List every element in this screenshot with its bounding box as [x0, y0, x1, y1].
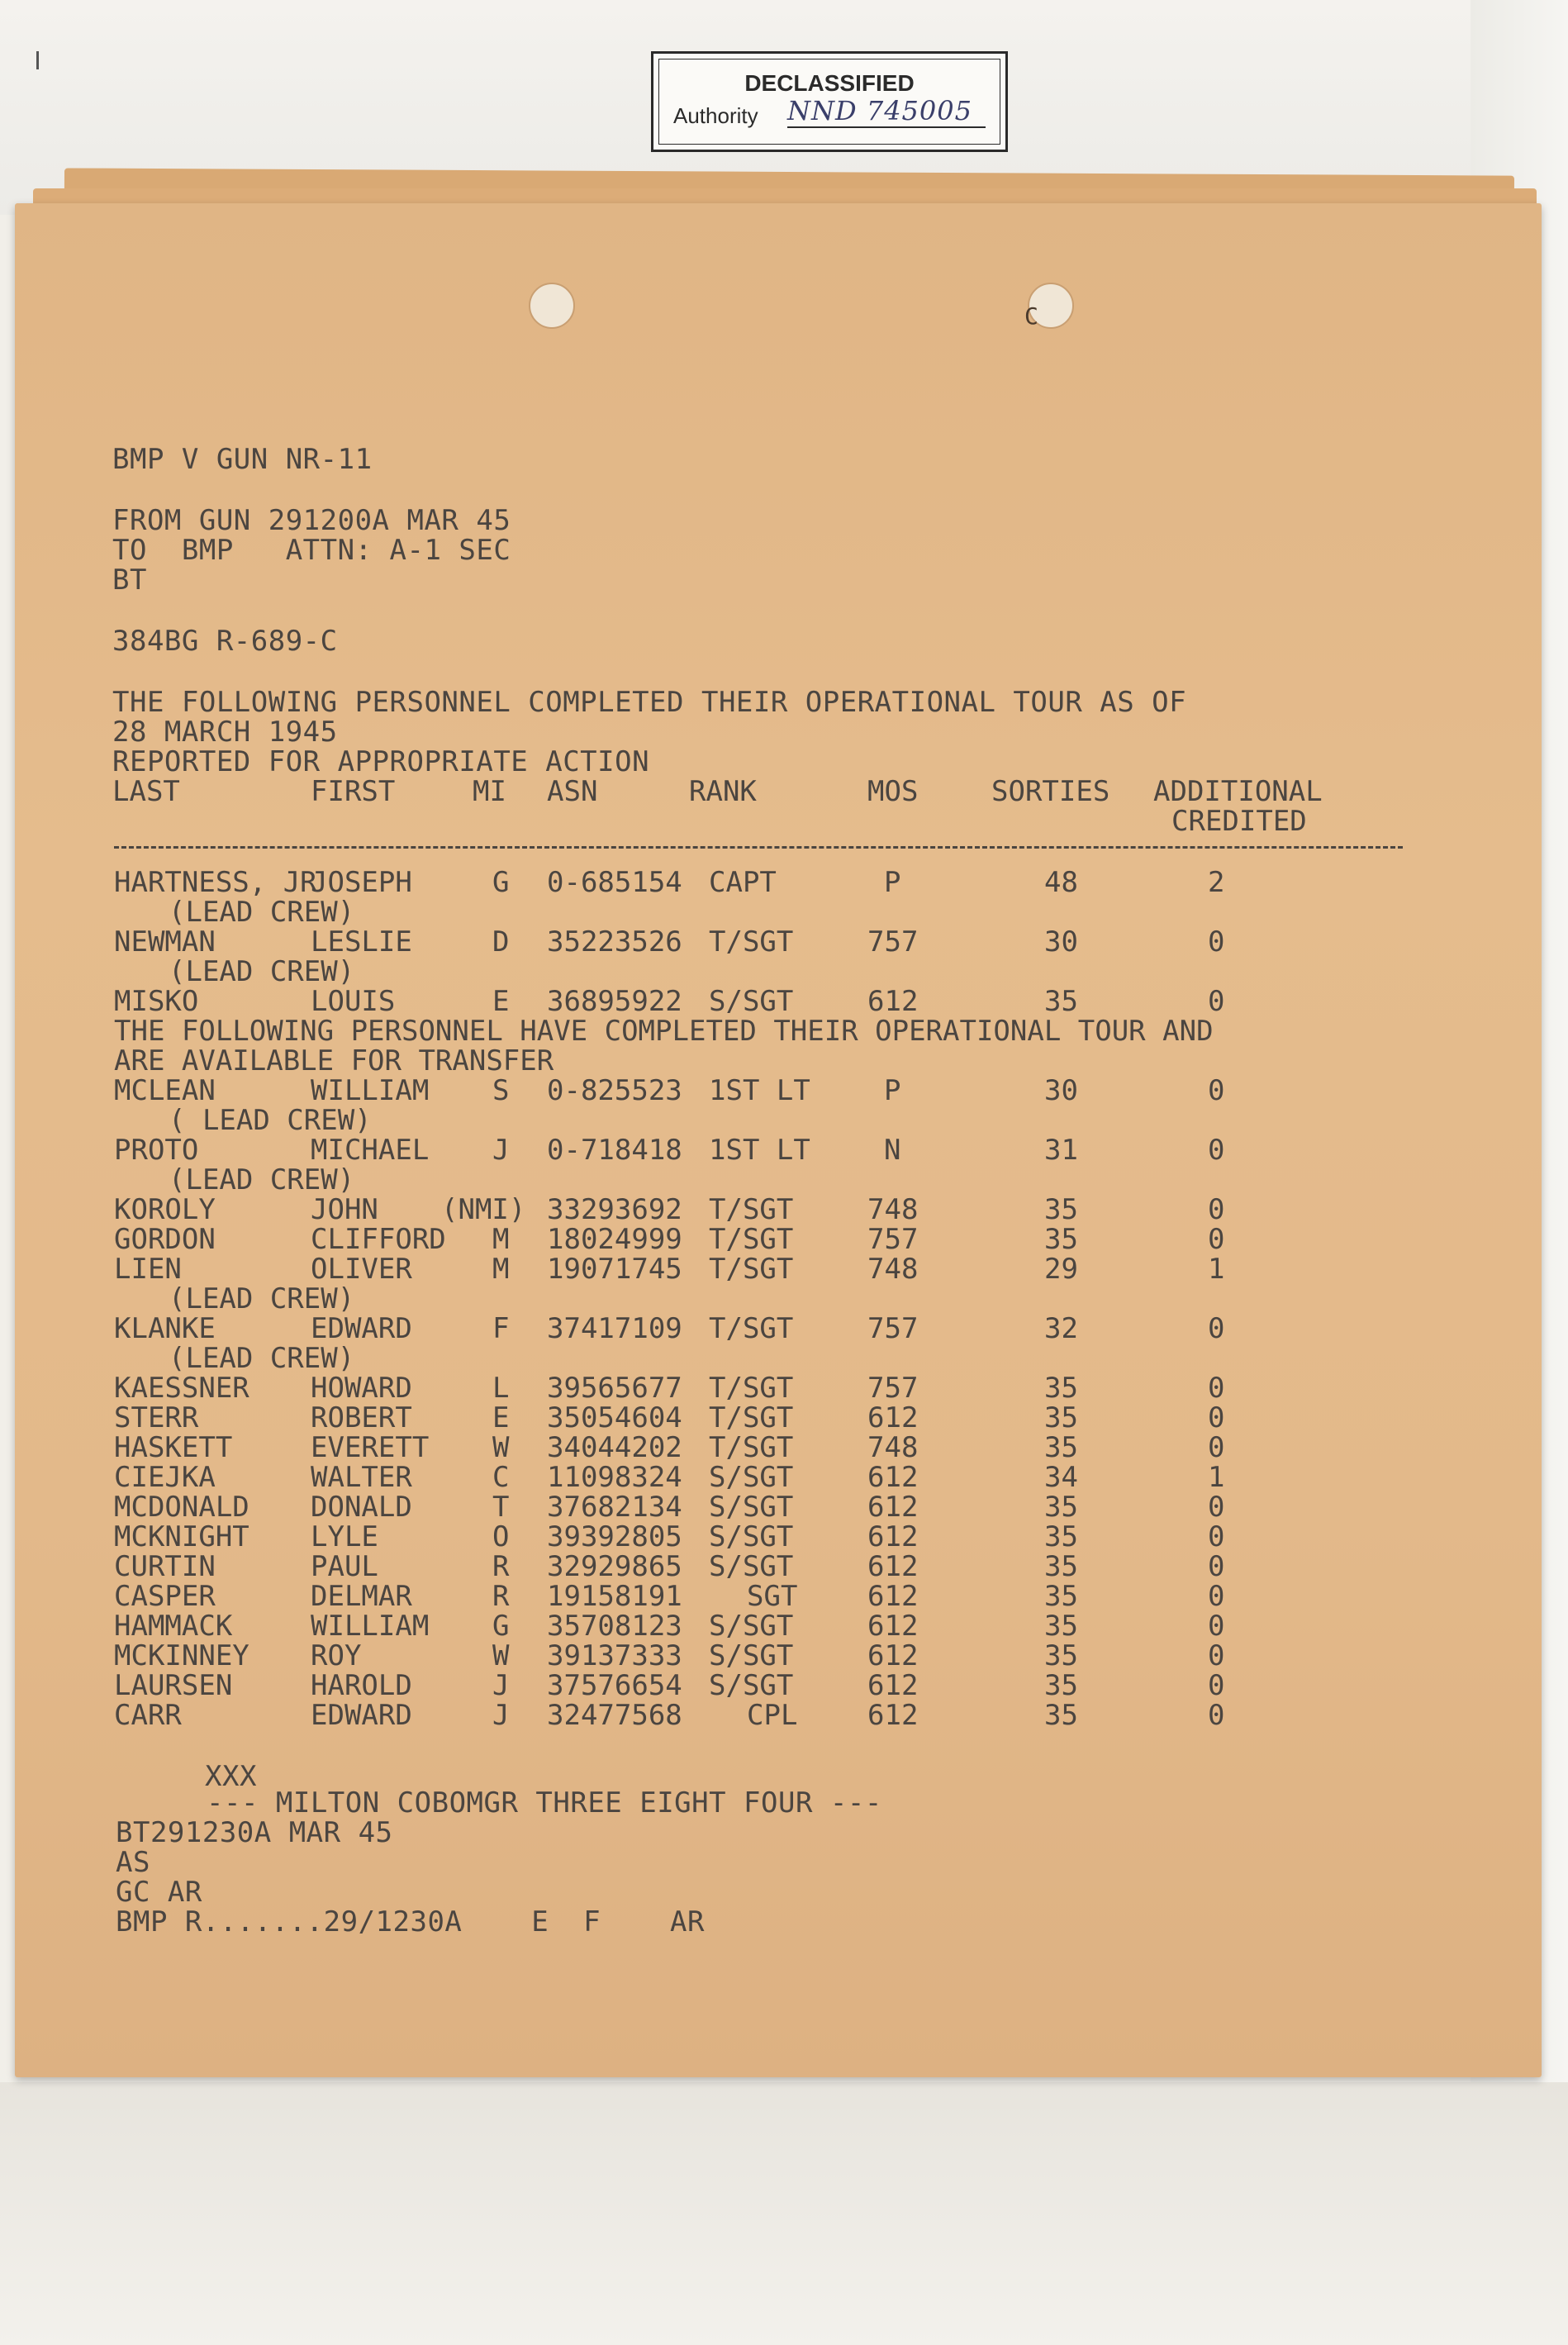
cell-credited: 0 — [1208, 1193, 1225, 1226]
cell-sorties: 35 — [1044, 1550, 1078, 1583]
cell-last: KOROLY — [114, 1193, 216, 1226]
punch-hole — [529, 283, 575, 329]
stamp-title: DECLASSIFIED — [744, 70, 915, 96]
cell-sorties: 31 — [1044, 1134, 1078, 1167]
cell-credited: 0 — [1208, 1669, 1225, 1702]
cell-first: ROBERT — [311, 1401, 412, 1434]
cell-first: WILLIAM — [311, 1610, 430, 1643]
cell-first: EDWARD — [311, 1312, 412, 1345]
cell-first: MICHAEL — [311, 1134, 430, 1167]
cell-asn: 37576654 — [547, 1669, 682, 1702]
column-header-mi: MI — [473, 775, 506, 808]
cell-asn: 33293692 — [547, 1193, 682, 1226]
cell-asn: 36895922 — [547, 985, 682, 1018]
cell-credited: 0 — [1208, 1223, 1225, 1256]
cell-mos: P — [884, 1074, 901, 1107]
cell-mos: 612 — [867, 985, 919, 1018]
cell-rank: SGT — [747, 1580, 798, 1613]
cell-mos: 612 — [867, 1669, 919, 1702]
cell-sorties: 35 — [1044, 1401, 1078, 1434]
cell-rank: S/SGT — [709, 1491, 794, 1524]
cell-asn: 32929865 — [547, 1550, 682, 1583]
cell-credited: 0 — [1208, 1610, 1225, 1643]
cell-first: OLIVER — [311, 1253, 412, 1286]
cell-rank: T/SGT — [709, 925, 794, 958]
column-header-last: LAST — [112, 775, 180, 808]
cell-asn: 0-685154 — [547, 866, 682, 899]
column-header-rank: RANK — [689, 775, 757, 808]
cell-first: LOUIS — [311, 985, 396, 1018]
cell-mi: O — [492, 1520, 510, 1553]
cell-rank: S/SGT — [709, 1461, 794, 1494]
cell-asn: 0-825523 — [547, 1074, 682, 1107]
cell-mi: S — [492, 1074, 510, 1107]
cell-last: CURTIN — [114, 1550, 216, 1583]
cell-mi: L — [492, 1372, 510, 1405]
cell-mi: J — [492, 1669, 510, 1702]
declassified-stamp — [651, 51, 1008, 152]
cell-credited: 0 — [1208, 925, 1225, 958]
cell-rank: S/SGT — [709, 1550, 794, 1583]
cell-mi: R — [492, 1550, 510, 1583]
cell-last: MCKINNEY — [114, 1639, 249, 1672]
column-header-mos: MOS — [867, 775, 919, 808]
cell-asn: 18024999 — [547, 1223, 682, 1256]
bt-line: BT — [112, 564, 147, 597]
cell-credited: 0 — [1208, 1580, 1225, 1613]
cell-rank: S/SGT — [709, 1639, 794, 1672]
cell-sorties: 34 — [1044, 1461, 1078, 1494]
cell-rank: T/SGT — [709, 1312, 794, 1345]
signature-line: --- MILTON COBOMGR THREE EIGHT FOUR --- — [207, 1786, 882, 1819]
cell-mi: E — [492, 1401, 510, 1434]
cell-last: NEWMAN — [114, 925, 216, 958]
cell-first: EDWARD — [311, 1699, 412, 1732]
cell-sorties: 35 — [1044, 1193, 1078, 1226]
cell-mos: 612 — [867, 1520, 919, 1553]
cell-credited: 0 — [1208, 1431, 1225, 1464]
end-marker: XXX — [205, 1760, 257, 1793]
cell-mi: F — [492, 1312, 510, 1345]
cell-last: MCLEAN — [114, 1074, 216, 1107]
cell-first: WALTER — [311, 1461, 412, 1494]
cell-first: CLIFFORD — [311, 1223, 446, 1256]
cell-mi: W — [492, 1431, 510, 1464]
cell-asn: 39137333 — [547, 1639, 682, 1672]
receipt-line: BMP R.......29/1230A E F AR — [116, 1905, 705, 1938]
corner-mark: C — [1024, 302, 1038, 330]
column-header-sorties: SORTIES — [991, 775, 1110, 808]
cell-credited: 0 — [1208, 1372, 1225, 1405]
cell-mos: 612 — [867, 1699, 919, 1732]
cell-asn: 0-718418 — [547, 1134, 682, 1167]
cell-sorties: 35 — [1044, 985, 1078, 1018]
cell-first: PAUL — [311, 1550, 378, 1583]
cell-rank: S/SGT — [709, 1610, 794, 1643]
cell-last: HARTNESS, JR — [114, 866, 317, 899]
cell-first: LESLIE — [311, 925, 412, 958]
cell-asn: 32477568 — [547, 1699, 682, 1732]
cell-last: HAMMACK — [114, 1610, 233, 1643]
as-line: AS — [116, 1846, 150, 1879]
lead-crew-note: ( LEAD CREW) — [169, 1104, 372, 1137]
cell-last: CARR — [114, 1699, 182, 1732]
cell-last: CIEJKA — [114, 1461, 216, 1494]
cell-mi: G — [492, 866, 510, 899]
from-line: FROM GUN 291200A MAR 45 — [112, 504, 511, 537]
cell-mos: P — [884, 866, 901, 899]
cell-mi: M — [492, 1253, 510, 1286]
cell-credited: 1 — [1208, 1253, 1225, 1286]
cell-rank: CPL — [747, 1699, 798, 1732]
cell-mi: E — [492, 985, 510, 1018]
cell-credited: 0 — [1208, 1074, 1225, 1107]
cell-credited: 0 — [1208, 1699, 1225, 1732]
cell-sorties: 30 — [1044, 925, 1078, 958]
cell-rank: S/SGT — [709, 1520, 794, 1553]
cell-mi: R — [492, 1580, 510, 1613]
cell-first: EVERETT — [311, 1431, 430, 1464]
cell-asn: 39565677 — [547, 1372, 682, 1405]
transfer-heading: THE FOLLOWING PERSONNEL HAVE COMPLETED THEIR OPERATIONAL TOUR AND — [114, 1015, 1214, 1048]
lead-crew-note: (LEAD CREW) — [169, 1163, 355, 1196]
cell-credited: 0 — [1208, 1550, 1225, 1583]
cell-asn: 37417109 — [547, 1312, 682, 1345]
cell-first: JOHN — [311, 1193, 378, 1226]
cell-mos: 612 — [867, 1639, 919, 1672]
cell-mos: 757 — [867, 1223, 919, 1256]
cell-rank: T/SGT — [709, 1223, 794, 1256]
cell-rank: S/SGT — [709, 985, 794, 1018]
cell-credited: 0 — [1208, 1639, 1225, 1672]
date-line: 28 MARCH 1945 — [112, 716, 338, 749]
column-header-first: FIRST — [311, 775, 396, 808]
cell-mos: 612 — [867, 1461, 919, 1494]
cell-last: MISKO — [114, 985, 199, 1018]
gc-line: GC AR — [116, 1876, 202, 1909]
cell-rank: 1ST LT — [709, 1134, 810, 1167]
cell-mi: T — [492, 1491, 510, 1524]
cell-mos: 612 — [867, 1580, 919, 1613]
transfer-heading: ARE AVAILABLE FOR TRANSFER — [114, 1044, 554, 1077]
action-line: REPORTED FOR APPROPRIATE ACTION — [112, 745, 650, 778]
cell-last: MCDONALD — [114, 1491, 249, 1524]
cell-sorties: 35 — [1044, 1639, 1078, 1672]
intro-line: THE FOLLOWING PERSONNEL COMPLETED THEIR OPERATIONAL TOUR AS OF — [112, 686, 1187, 719]
cell-mos: 748 — [867, 1193, 919, 1226]
cell-credited: 0 — [1208, 1312, 1225, 1345]
reference-line: 384BG R-689-C — [112, 625, 338, 658]
cell-rank: T/SGT — [709, 1372, 794, 1405]
cell-last: GORDON — [114, 1223, 216, 1256]
cell-first: DONALD — [311, 1491, 412, 1524]
cell-last: STERR — [114, 1401, 199, 1434]
cell-rank: T/SGT — [709, 1253, 794, 1286]
cell-mos: 612 — [867, 1491, 919, 1524]
cell-sorties: 35 — [1044, 1431, 1078, 1464]
cell-last: KAESSNER — [114, 1372, 249, 1405]
cell-credited: 2 — [1208, 866, 1225, 899]
cell-mos: 612 — [867, 1550, 919, 1583]
cell-sorties: 29 — [1044, 1253, 1078, 1286]
column-header-asn: ASN — [547, 775, 598, 808]
cell-mos: 612 — [867, 1401, 919, 1434]
cell-first: ROY — [311, 1639, 362, 1672]
cell-sorties: 35 — [1044, 1520, 1078, 1553]
cell-mi: M — [492, 1223, 510, 1256]
cell-mi: J — [492, 1699, 510, 1732]
bt-footer-line: BT291230A MAR 45 — [116, 1816, 393, 1849]
cell-sorties: 48 — [1044, 866, 1078, 899]
cell-sorties: 35 — [1044, 1669, 1078, 1702]
cell-credited: 1 — [1208, 1461, 1225, 1494]
cell-credited: 0 — [1208, 1401, 1225, 1434]
cell-mos: 748 — [867, 1253, 919, 1286]
lead-crew-note: (LEAD CREW) — [169, 955, 355, 988]
cell-first: HAROLD — [311, 1669, 412, 1702]
cell-mos: 748 — [867, 1431, 919, 1464]
cell-sorties: 35 — [1044, 1610, 1078, 1643]
cell-sorties: 35 — [1044, 1491, 1078, 1524]
cell-sorties: 35 — [1044, 1223, 1078, 1256]
cell-asn: 37682134 — [547, 1491, 682, 1524]
stamp-authority-label: Authority — [673, 103, 758, 128]
cell-last: LIEN — [114, 1253, 182, 1286]
cell-rank: 1ST LT — [709, 1074, 810, 1107]
cell-asn: 34044202 — [547, 1431, 682, 1464]
scan-background-bottom — [0, 2082, 1568, 2345]
table-divider — [114, 846, 1403, 849]
cell-credited: 0 — [1208, 1520, 1225, 1553]
stamp-authority-number: NND 745005 — [787, 95, 986, 128]
cell-asn: 35708123 — [547, 1610, 682, 1643]
cell-sorties: 35 — [1044, 1699, 1078, 1732]
cell-credited: 0 — [1208, 1134, 1225, 1167]
cell-first: DELMAR — [311, 1580, 412, 1613]
cell-last: HASKETT — [114, 1431, 233, 1464]
column-header-credited: CREDITED — [1171, 805, 1307, 838]
cell-last: KLANKE — [114, 1312, 216, 1345]
lead-crew-note: (LEAD CREW) — [169, 1282, 355, 1315]
cell-sorties: 30 — [1044, 1074, 1078, 1107]
column-header-additional: ADDITIONAL — [1153, 775, 1323, 808]
cell-last: LAURSEN — [114, 1669, 233, 1702]
cell-first: HOWARD — [311, 1372, 412, 1405]
cell-mi: G — [492, 1610, 510, 1643]
cell-sorties: 32 — [1044, 1312, 1078, 1345]
cell-rank: T/SGT — [709, 1401, 794, 1434]
cell-credited: 0 — [1208, 985, 1225, 1018]
cell-credited: 0 — [1208, 1491, 1225, 1524]
cell-mos: 757 — [867, 1312, 919, 1345]
cell-rank: S/SGT — [709, 1669, 794, 1702]
cell-first: LYLE — [311, 1520, 378, 1553]
cell-first: WILLIAM — [311, 1074, 430, 1107]
cell-asn: 19071745 — [547, 1253, 682, 1286]
cell-asn: 11098324 — [547, 1461, 682, 1494]
cell-mi: (NMI) — [441, 1193, 526, 1226]
cell-rank: CAPT — [709, 866, 777, 899]
cell-last: CASPER — [114, 1580, 216, 1613]
cell-last: MCKNIGHT — [114, 1520, 249, 1553]
cell-mos: 757 — [867, 1372, 919, 1405]
cell-asn: 39392805 — [547, 1520, 682, 1553]
cell-mos: 757 — [867, 925, 919, 958]
cell-sorties: 35 — [1044, 1580, 1078, 1613]
cell-last: PROTO — [114, 1134, 199, 1167]
lead-crew-note: (LEAD CREW) — [169, 1342, 355, 1375]
cell-rank: T/SGT — [709, 1193, 794, 1226]
cell-asn: 35223526 — [547, 925, 682, 958]
cell-asn: 35054604 — [547, 1401, 682, 1434]
cell-mos: 612 — [867, 1610, 919, 1643]
lead-crew-note: (LEAD CREW) — [169, 896, 355, 929]
cell-first: JOSEPH — [311, 866, 412, 899]
cell-mi: C — [492, 1461, 510, 1494]
cell-mi: W — [492, 1639, 510, 1672]
cell-mi: D — [492, 925, 510, 958]
cell-mos: N — [884, 1134, 901, 1167]
cell-mi: J — [492, 1134, 510, 1167]
cell-asn: 19158191 — [547, 1580, 682, 1613]
cell-rank: T/SGT — [709, 1431, 794, 1464]
to-line: TO BMP ATTN: A-1 SEC — [112, 534, 511, 567]
message-header: BMP V GUN NR-11 — [112, 443, 373, 476]
cell-sorties: 35 — [1044, 1372, 1078, 1405]
scan-mark — [36, 51, 39, 69]
